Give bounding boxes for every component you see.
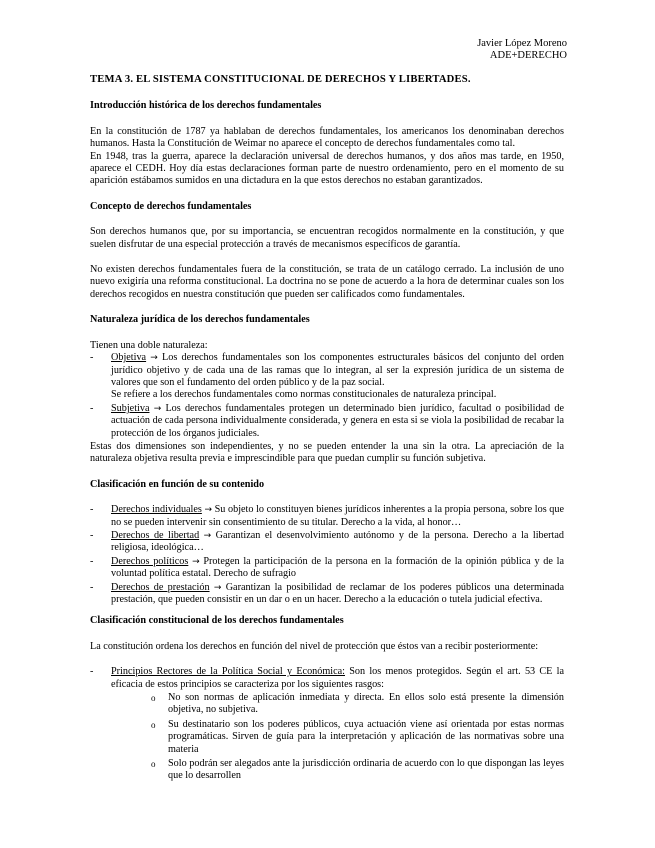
circle-bullet-icon: o (151, 693, 156, 704)
section-heading-contenido: Clasificación en función de su contenido (90, 478, 265, 490)
sub-item-text: No son normas de aplicación inmediata y directa. En ellos solo está presente la dimensión objetiva, no subjetiva. (168, 692, 564, 716)
concepto-paragraph-2: No existen derechos fundamentales fuera de la constitución, se trata de un catálogo cerrado. La inclusión de uno nuevo exigiría una reforma constitucional. La doctrina no se pone de acuerdo a la hora de determinar cuales son los derechos recogidos en nuestra constitución que pueden ser calificados como fundamentales. (90, 264, 564, 300)
list-item (90, 582, 564, 607)
circle-bullet-icon: o (151, 719, 156, 730)
item-text: Su objeto lo constituyen bienes jurídicos inherentes a la propia persona, sobre los que no se pueden intervenir sin consentimiento de su titular. Derecho a la vida, al honor… (111, 504, 564, 528)
term: Principios Rectores de la Política Social y Económica: (111, 666, 345, 678)
intro-paragraph-2: En 1948, tras la guerra, aparece la declaración universal de derechos humanos, y dos años mas tarde, en 1950, aparece el CEDH. Hoy día estas declaraciones forman parte de nuestro ordenamiento, pero en el momento de su aparición estábamos sumidos en una dictadura en la que estos derechos no estaban garantizados. (90, 150, 564, 187)
item-extra: Se refiere a los derechos fundamentales como normas constitucionales de naturaleza principal. (111, 389, 497, 401)
item-text: Garantizan el desenvolvimiento autónomo y de la persona. Derecho a la libertad religiosa, ideológica… (111, 529, 564, 554)
term-subjetiva: Subjetiva (111, 402, 150, 414)
circle-bullet-icon: o (151, 759, 156, 770)
term: Derechos de prestación (111, 581, 210, 593)
section-heading-naturaleza: Naturaleza jurídica de los derechos fundamentales (90, 314, 310, 326)
term: Derechos de libertad (111, 529, 200, 541)
list-item (90, 530, 564, 555)
sub-list (111, 692, 564, 783)
course-name: ADE+DERECHO (489, 50, 567, 61)
term-objetiva: Objetiva (111, 352, 147, 364)
naturaleza-intro: Tienen una doble naturaleza: (90, 339, 208, 351)
intro-paragraph-1: En la constitución de 1787 ya hablaban de derechos fundamentales, los americanos los denominaban derechos humanos. Hasta la Constitución de Weimar no aparece el concepto de derechos fundamentales como tal. (90, 125, 564, 150)
author-name: Javier López Moreno (477, 38, 567, 49)
arrow-icon: → (213, 582, 222, 593)
term: Derechos políticos (111, 555, 189, 567)
sub-list-item (111, 692, 564, 717)
constitucional-list (90, 666, 564, 783)
constitucional-intro: La constitución ordena los derechos en función del nivel de protección que éstos van a recibir posteriormente: (90, 640, 539, 652)
list-item (90, 666, 564, 783)
list-item (90, 504, 564, 529)
list-item (90, 556, 564, 581)
arrow-icon: → (204, 505, 213, 516)
arrow-icon: → (192, 556, 200, 567)
naturaleza-list (90, 352, 564, 440)
section-heading-intro: Introducción histórica de los derechos fundamentales (90, 100, 322, 112)
contenido-list (90, 504, 564, 606)
sub-item-text: Su destinatario son los poderes públicos, cuya actuación viene así orientada por estas normas programáticas. Sirven de guía para la interpretación y aplicación de las normativas sobre una materia (168, 718, 564, 755)
concepto-paragraph-1: Son derechos humanos que, por su importancia, se encuentran recogidos normalmente en la constitución, y que suelen disfrutar de una especial protección a través de mecanismos específicos de garantía. (90, 226, 564, 250)
item-text: Son los menos protegidos. Según el art. 53 CE la eficacia de estos principios se caracteriza por los siguientes rasgos: (111, 666, 564, 690)
document-title: TEMA 3. EL SISTEMA CONSTITUCIONAL DE DERECHOS Y LIBERTADES. (90, 74, 471, 85)
section-heading-concepto: Concepto de derechos fundamentales (90, 200, 252, 212)
document-body (90, 74, 564, 785)
sub-list-item (111, 758, 564, 783)
naturaleza-closing: Estas dos dimensiones son independientes, y no se pueden entender la una sin la otra. La apreciación de la naturaleza objetiva resulta previa e imprescindible para que puedan cumplir su función subjetiva. (90, 440, 564, 465)
item-text: Garantizan la posibilidad de reclamar de los poderes públicos una determinada prestación, que pueden consistir en un dar o en un hacer. Derecho a la educación o tutela judicial efectiva. (111, 581, 565, 605)
page-header (477, 38, 567, 62)
arrow-icon: → (153, 403, 162, 414)
term: Derechos individuales (111, 504, 202, 516)
item-text: Los derechos fundamentales son los componentes estructurales básicos del conjunto del orden jurídico objetivo y de cada una de las ramas que lo integran, al ser la expresión jurídica de un sistema de valores que son el fundamento del orden público y de la paz social. (111, 352, 564, 388)
arrow-icon: → (203, 530, 212, 541)
arrow-icon: → (150, 353, 158, 364)
list-item (90, 403, 564, 440)
list-item (90, 352, 564, 402)
sub-list-item (111, 719, 564, 756)
item-text: Los derechos fundamentales protegen un determinado bien jurídico, facultad o posibilidad de actuación de cada persona individualmente considerada, y genera en esta si se viola la posibilidad de recabar la protección de los órganos judiciales. (111, 402, 565, 439)
sub-item-text: Solo podrán ser alegados ante la jurisdicción ordinaria de acuerdo con lo que dispongan las leyes que lo desarrollen (168, 758, 564, 782)
section-heading-constitucional: Clasificación constitucional de los derechos fundamentales (90, 615, 344, 627)
item-text: Protegen la participación de la persona en la formación de la opinión pública y de la voluntad política estatal. Derecho de sufragio (111, 555, 565, 580)
